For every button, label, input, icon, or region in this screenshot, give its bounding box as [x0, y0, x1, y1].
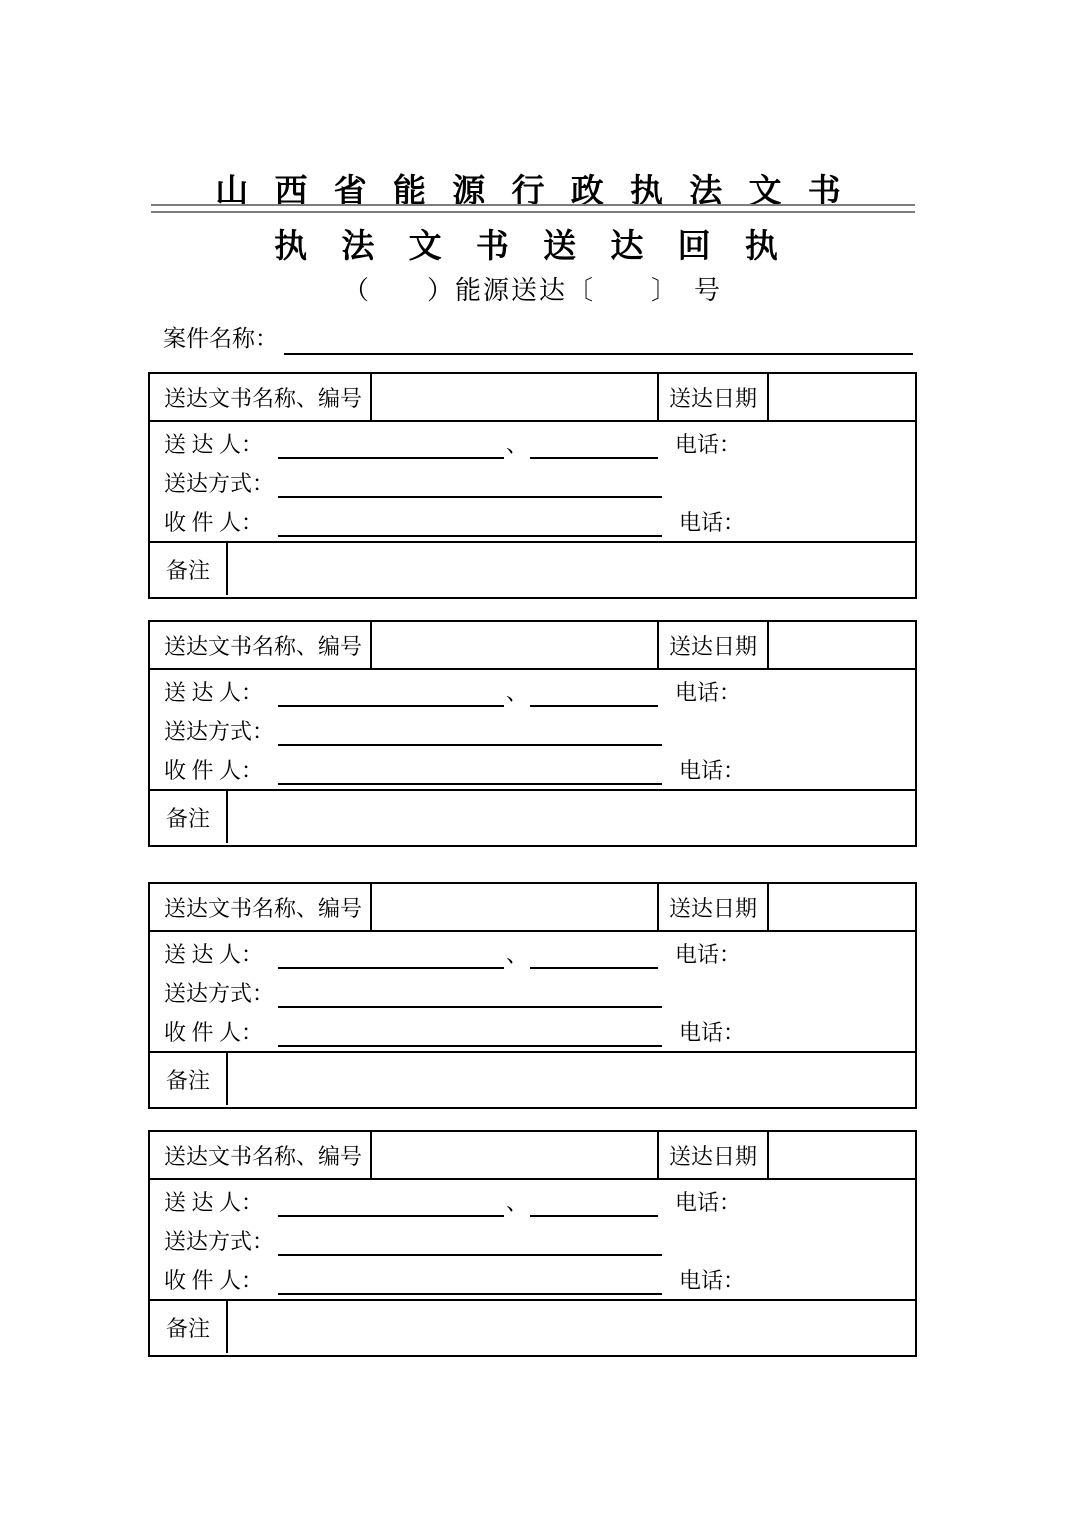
recipient-phone-label: 电话： [679, 1268, 746, 1293]
doc-name-number-field[interactable] [372, 622, 659, 668]
case-name-label: 案件名称： [163, 326, 278, 351]
service-date-label: 送达日期 [659, 622, 769, 668]
sender-phone-label: 电话： [675, 680, 742, 705]
case-name-row [163, 320, 913, 355]
recipient-name-field[interactable] [278, 761, 662, 785]
service-method-field[interactable] [278, 722, 662, 746]
doc-name-number-label: 送达文书名称、编号 [150, 884, 372, 930]
remark-row [150, 1051, 915, 1105]
doc-name-number-field[interactable] [372, 1132, 659, 1178]
block-body [150, 932, 915, 1051]
service-method-label: 送达方式： [164, 1229, 275, 1254]
service-record-block [148, 1130, 917, 1357]
remark-field[interactable] [228, 791, 915, 843]
method-line [164, 1221, 915, 1260]
service-record-block [148, 620, 917, 847]
sender-separator: 、 [506, 680, 529, 705]
recipient-name-field[interactable] [278, 1023, 662, 1047]
recipient-phone-label: 电话： [679, 758, 746, 783]
service-record-block [148, 372, 917, 599]
title-double-rule [151, 204, 915, 213]
document-content [148, 0, 917, 1520]
sender-label: 送 达 人： [164, 432, 264, 457]
service-date-field[interactable] [769, 374, 915, 420]
sender-separator: 、 [506, 1190, 529, 1215]
recipient-label: 收 件 人： [164, 1020, 264, 1045]
form-series-title: 山 西 省 能 源 行 政 执 法 文 书 [215, 174, 850, 210]
recipient-label: 收 件 人： [164, 1268, 264, 1293]
remark-field[interactable] [228, 543, 915, 595]
sender-name-field-2[interactable] [530, 945, 658, 969]
sender-line [164, 672, 915, 711]
sender-label: 送 达 人： [164, 942, 264, 967]
service-date-field[interactable] [769, 1132, 915, 1178]
block-header-row [150, 374, 915, 422]
block-body [150, 422, 915, 541]
block-header-row [150, 622, 915, 670]
recipient-label: 收 件 人： [164, 758, 264, 783]
remark-field[interactable] [228, 1301, 915, 1353]
service-method-label: 送达方式： [164, 719, 275, 744]
service-date-label: 送达日期 [659, 884, 769, 930]
sender-name-field-1[interactable] [278, 945, 504, 969]
sender-line [164, 934, 915, 973]
sender-line [164, 424, 915, 463]
sender-label: 送 达 人： [164, 680, 264, 705]
service-method-label: 送达方式： [164, 471, 275, 496]
doc-name-number-field[interactable] [372, 884, 659, 930]
method-line [164, 973, 915, 1012]
sender-phone-label: 电话： [675, 942, 742, 967]
sender-name-field-2[interactable] [530, 435, 658, 459]
case-name-field[interactable] [284, 329, 913, 355]
sender-phone-label: 电话： [675, 1190, 742, 1215]
doc-name-number-label: 送达文书名称、编号 [150, 1132, 372, 1178]
sender-name-field-2[interactable] [530, 1193, 658, 1217]
recipient-line [164, 750, 915, 789]
service-method-field[interactable] [278, 984, 662, 1008]
sender-name-field-1[interactable] [278, 435, 504, 459]
recipient-line [164, 1260, 915, 1299]
service-method-field[interactable] [278, 1232, 662, 1256]
recipient-label: 收 件 人： [164, 510, 264, 535]
service-date-field[interactable] [769, 622, 915, 668]
service-method-field[interactable] [278, 474, 662, 498]
remark-row [150, 789, 915, 843]
recipient-line [164, 502, 915, 541]
sender-phone-label: 电话： [675, 432, 742, 457]
remark-label: 备注 [150, 543, 228, 595]
sender-label: 送 达 人： [164, 1190, 264, 1215]
recipient-phone-label: 电话： [679, 510, 746, 535]
remark-label: 备注 [150, 1053, 228, 1105]
method-line [164, 711, 915, 750]
recipient-line [164, 1012, 915, 1051]
sender-separator: 、 [506, 942, 529, 967]
block-header-row [150, 1132, 915, 1180]
doc-name-number-field[interactable] [372, 374, 659, 420]
sender-name-field-2[interactable] [530, 683, 658, 707]
service-method-label: 送达方式： [164, 981, 275, 1006]
sender-separator: 、 [506, 432, 529, 457]
service-record-block [148, 882, 917, 1109]
sender-line [164, 1182, 915, 1221]
remark-row [150, 1299, 915, 1353]
service-date-label: 送达日期 [659, 1132, 769, 1178]
block-body [150, 670, 915, 789]
doc-name-number-label: 送达文书名称、编号 [150, 622, 372, 668]
service-date-label: 送达日期 [659, 374, 769, 420]
block-body [150, 1180, 915, 1299]
sender-name-field-1[interactable] [278, 1193, 504, 1217]
doc-name-number-label: 送达文书名称、编号 [150, 374, 372, 420]
recipient-name-field[interactable] [278, 513, 662, 537]
method-line [164, 463, 915, 502]
recipient-phone-label: 电话： [679, 1020, 746, 1045]
document-number-line: （ ）能源送达〔 〕 号 [342, 276, 722, 305]
remark-label: 备注 [150, 791, 228, 843]
service-date-field[interactable] [769, 884, 915, 930]
recipient-name-field[interactable] [278, 1271, 662, 1295]
sender-name-field-1[interactable] [278, 683, 504, 707]
form-title: 执 法 文 书 送 达 回 执 [274, 229, 791, 265]
block-header-row [150, 884, 915, 932]
remark-field[interactable] [228, 1053, 915, 1105]
remark-row [150, 541, 915, 595]
remark-label: 备注 [150, 1301, 228, 1353]
